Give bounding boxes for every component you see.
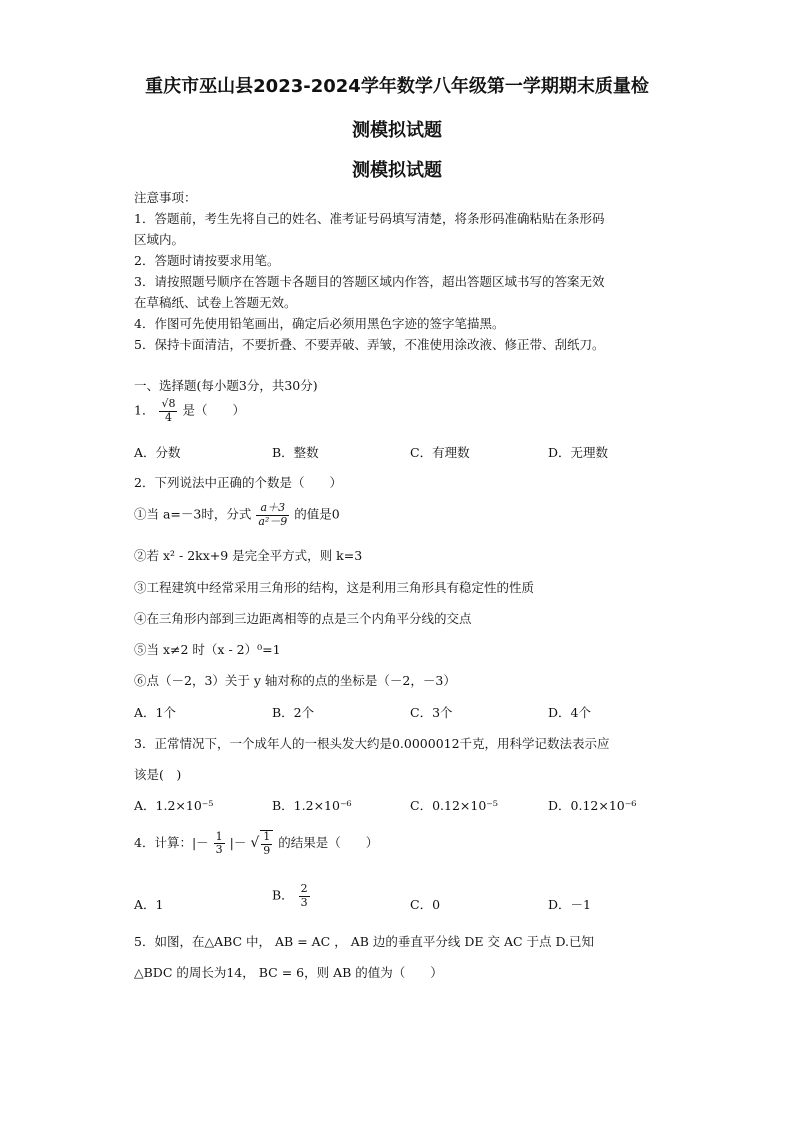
question-5-line-1: 5．如图，在△ABC 中， AB = AC ， AB 边的垂直平分线 DE 交 AC 于点 D.已知 <box>134 934 595 949</box>
question-1 <box>134 398 245 424</box>
q4-sqrt-denominator: 9 <box>263 843 271 857</box>
q2-statement-4: ④在三角形内部到三边距离相等的点是三个内角平分线的交点 <box>134 611 472 626</box>
section-heading-choice: 一、选择题(每小题3分，共30分) <box>134 378 318 393</box>
q2-fraction-denominator: a²－9 <box>258 514 288 528</box>
q4-sqrt-numerator: 1 <box>263 830 271 843</box>
q3-option-c: C．0.12×10⁻⁵ <box>410 798 498 813</box>
q4-option-c: C．0 <box>410 897 441 912</box>
notice-item-2: 2．答题时请按要求用笔。 <box>134 253 280 268</box>
question-1-suffix: 是（ ） <box>182 402 245 418</box>
q3-option-a: A．1.2×10⁻⁵ <box>134 798 214 813</box>
q4-option-d: D．－1 <box>548 897 591 912</box>
exam-title-line-3: 测模拟试题 <box>352 160 442 181</box>
question-2-stem: 2．下列说法中正确的个数是（ ） <box>134 475 342 490</box>
notice-item-1: 1．答题前，考生先将自己的姓名、准考证号码填写清楚，将条形码准确粘贴在条形码 <box>134 211 605 226</box>
q2-option-b: B．2个 <box>272 705 315 720</box>
q4-fraction <box>214 831 225 857</box>
question-1-fraction-denominator: 4 <box>164 410 172 424</box>
notice-item-1-cont: 区域内。 <box>134 232 185 247</box>
q1-option-c: C．有理数 <box>410 445 470 460</box>
q2-statement-1 <box>134 502 340 528</box>
question-3-line-2: 该是( ) <box>134 767 182 782</box>
question-1-number: 1． <box>134 402 155 418</box>
exam-title-line-1: 重庆市巫山县2023-2024学年数学八年级第一学期期末质量检 <box>145 76 649 97</box>
q4-fraction-numerator: 1 <box>215 829 223 843</box>
q4-prefix: 4．计算：|－ <box>134 835 209 851</box>
q2-statement-1-suffix: 的值是0 <box>294 506 340 522</box>
q3-option-b: B．1.2×10⁻⁶ <box>272 798 352 813</box>
q3-option-d: D．0.12×10⁻⁶ <box>548 798 637 813</box>
question-5-line-2: △BDC 的周长为14， BC = 6，则 AB 的值为（ ） <box>134 965 443 980</box>
q4-option-a: A．1 <box>134 897 164 912</box>
q4-option-b-denominator: 3 <box>300 895 308 909</box>
q2-option-a: A．1个 <box>134 705 176 720</box>
q4-sqrt-fraction <box>260 830 273 857</box>
q2-statement-2: ②若 x² - 2kx+9 是完全平方式，则 k=3 <box>134 548 363 563</box>
notice-item-5: 5．保持卡面清洁，不要折叠、不要弄破、弄皱，不准使用涂改液、修正带、刮纸刀。 <box>134 337 605 352</box>
notice-item-3: 3．请按照题号顺序在答题卡各题目的答题区域内作答，超出答题区域书写的答案无效 <box>134 274 605 289</box>
q4-option-b-numerator: 2 <box>300 882 308 895</box>
q4-option-b-fraction <box>299 883 310 909</box>
q1-option-a: A．分数 <box>134 445 181 460</box>
q2-option-c: C．3个 <box>410 705 453 720</box>
q2-statement-3: ③工程建筑中经常采用三角形的结构，这是利用三角形具有稳定性的性质 <box>134 580 535 595</box>
question-1-fraction <box>159 398 177 424</box>
q2-statement-5: ⑤当 x≠2 时（x - 2）⁰=1 <box>134 642 281 657</box>
q2-statement-1-fraction <box>256 502 289 528</box>
q2-statement-1-prefix: ①当 a=－3时，分式 <box>134 506 252 522</box>
q4-suffix: 的结果是（ ） <box>278 835 379 851</box>
sqrt-radical-icon: √ <box>250 835 260 852</box>
notice-heading: 注意事项： <box>134 190 197 205</box>
q2-statement-6: ⑥点（－2，3）关于 y 轴对称的点的坐标是（－2，－3） <box>134 673 456 688</box>
notice-item-3-cont: 在草稿纸、试卷上答题无效。 <box>134 295 297 310</box>
q2-option-d: D．4个 <box>548 705 591 720</box>
question-4 <box>134 830 378 857</box>
q4-option-b <box>272 883 311 909</box>
question-1-fraction-numerator: √8 <box>161 397 176 410</box>
q4-fraction-denominator: 3 <box>215 843 223 857</box>
notice-item-4: 4．作图可先使用铅笔画出，确定后必须用黑色字迹的签字笔描黑。 <box>134 316 505 331</box>
q1-option-d: D．无理数 <box>548 445 609 460</box>
q4-sqrt <box>250 830 274 857</box>
question-3-line-1: 3．正常情况下，一个成年人的一根头发大约是0.0000012千克，用科学记数法表示应 <box>134 736 610 751</box>
q2-fraction-numerator: a＋3 <box>256 502 289 516</box>
q4-option-b-label: B． <box>272 887 294 903</box>
q4-middle: |－ <box>229 835 247 851</box>
exam-title-line-2: 测模拟试题 <box>352 120 442 141</box>
q1-option-b: B．整数 <box>272 445 319 460</box>
